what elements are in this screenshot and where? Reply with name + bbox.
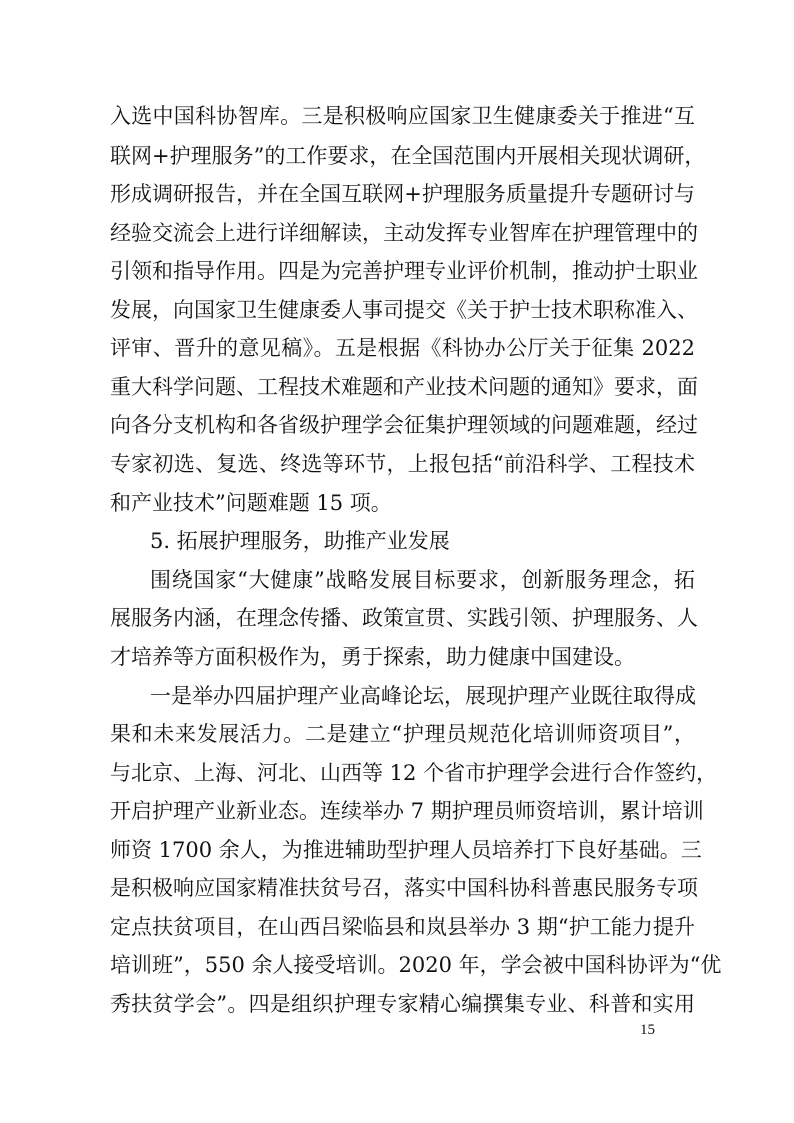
- paragraph-line: 和产业技术”问题难题 15 项。: [110, 491, 392, 515]
- section-heading: 5. 拓展护理服务，助推产业发展: [150, 529, 450, 553]
- paragraph-line: 经验交流会上进行详细解读，主动发挥专业智库在护理管理中的: [110, 221, 698, 245]
- paragraph-line: 评审、晋升的意见稿》。五是根据《科协办公厅关于征集 2022: [110, 336, 695, 360]
- paragraph-line: 重大科学问题、工程技术难题和产业技术问题的通知》要求，面: [110, 375, 698, 399]
- paragraph-line: 是积极响应国家精准扶贫号召，落实中国科协科普惠民服务专项: [110, 876, 698, 900]
- paragraph-line: 与北京、上海、河北、山西等 12 个省市护理学会进行合作签约，: [110, 761, 718, 785]
- page-number: 15: [640, 1022, 655, 1038]
- paragraph-line: 定点扶贫项目，在山西吕梁临县和岚县举办 3 期“护工能力提升: [110, 915, 695, 939]
- paragraph-line: 师资 1700 余人，为推进辅助型护理人员培养打下良好基础。三: [110, 838, 702, 862]
- paragraph-line: 引领和指导作用。四是为完善护理专业评价机制，推动护士职业: [110, 259, 698, 283]
- paragraph-line: 开启护理产业新业态。连续举办 7 期护理员师资培训，累计培训: [110, 799, 704, 823]
- paragraph-line: 秀扶贫学会”。四是组织护理专家精心编撰集专业、科普和实用: [110, 992, 695, 1016]
- paragraph-line: 发展，向国家卫生健康委人事司提交《关于护士技术职称准入、: [110, 298, 698, 322]
- paragraph-line: 一是举办四届护理产业高峰论坛，展现护理产业既往取得成: [150, 684, 696, 708]
- paragraph-line: 培训班”，550 余人接受培训。2020 年，学会被中国科协评为“优: [110, 953, 722, 977]
- paragraph-line: 展服务内涵，在理念传播、政策宣贯、实践引领、护理服务、人: [110, 606, 698, 630]
- paragraph-line: 围绕国家“大健康”战略发展目标要求，创新服务理念，拓: [150, 568, 695, 592]
- paragraph-line: 联网+护理服务”的工作要求，在全国范围内开展相关现状调研，: [110, 144, 706, 168]
- paragraph-line: 入选中国科协智库。三是积极响应国家卫生健康委关于推进“互: [110, 104, 695, 128]
- paragraph-line: 专家初选、复选、终选等环节，上报包括“前沿科学、工程技术: [110, 452, 695, 476]
- paragraph-line: 果和未来发展活力。二是建立“护理员规范化培训师资项目”，: [110, 722, 695, 746]
- paragraph-line: 才培养等方面积极作为，勇于探索，助力健康中国建设。: [110, 645, 635, 669]
- paragraph-line: 向各分支机构和各省级护理学会征集护理领域的问题难题，经过: [110, 413, 698, 437]
- paragraph-line: 形成调研报告，并在全国互联网+护理服务质量提升专题研讨与: [110, 182, 695, 206]
